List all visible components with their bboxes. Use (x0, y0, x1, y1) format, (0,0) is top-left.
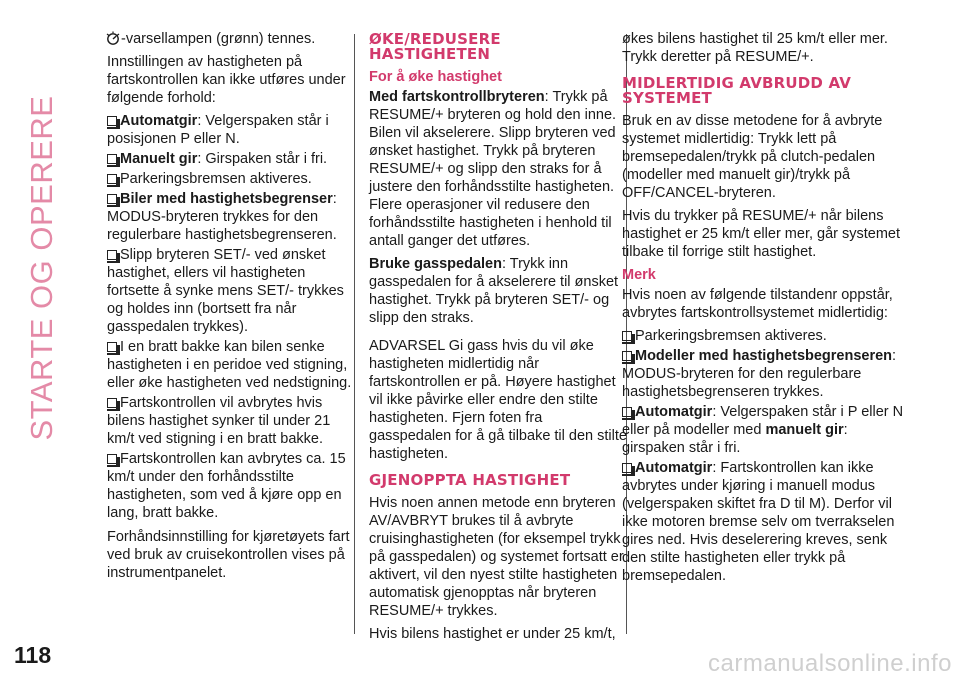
list-item: Automatgir: Fartskontrollen kan ikke avbrytes under kjøring i manuell modus (velgerspaken skiftet fra D til M). Derfor vil ikke motoren bremse selv om tverrakselen gires ned. Hvis deselerering kreves, senk den stilte hastigheten eller trykk på bremsepedalen. (622, 460, 895, 584)
bullet-icon (622, 331, 632, 341)
outro-paragraph: Forhåndsinnstilling for kjøretøyets fart ved bruk av cruisekontrollen vises på instrumentpanelet. (107, 529, 350, 581)
page-number: 118 (14, 642, 52, 668)
list-item: Slipp bryteren SET/- ved ønsket hastighet, ellers vil hastigheten fortsette å synke mens SET/- trykkes og holdes inn (bortsett fra når gasspedalen trykkes). (107, 247, 344, 335)
paragraph: Hvis noen av følgende tilstandenr oppstår, avbrytes fartskontrollsystemet midlertidig: (622, 287, 893, 321)
bullet-icon (107, 194, 117, 204)
column-2 (369, 30, 627, 648)
lamp-line: -varsellampen (grønn) tennes. (121, 31, 316, 47)
paragraph: Hvis du trykker på RESUME/+ når bilens hastighet er 25 km/t eller mer, går systemet tilbake til forrige stilt hastighet. (622, 208, 901, 260)
paragraph: Bruk en av disse metodene for å avbryte systemet midlertidig: Trykk lett på bremsepedalen/trykk på clutch-pedalen (modeller med manuelt gir)/trykk på OFF/CANCEL-bryteren. (622, 113, 883, 201)
subheading: For å øke hastighet (369, 69, 502, 85)
watermark: carmanualsonline.info (708, 650, 952, 677)
list-item: Automatgir: Velgerspaken står i posisjonen P eller N. (107, 113, 329, 147)
list-item: Biler med hastighetsbegrenser: MODUS-bryteren trykkes for den regulerbare hastighetsbegrenseren. (107, 191, 337, 243)
bullet-icon (622, 351, 632, 361)
cruise-control-lamp-icon (105, 31, 121, 45)
warning-paragraph: ADVARSEL Gi gass hvis du vil øke hastigheten midlertidig når fartskontrollen er på. Høyere hastighet vil ikke påvirke eller endre den stilte hastigheten. Fjern foten fra gasspedalen for å gå tilbake til den stilte hastigheten. (369, 338, 627, 462)
list-item: Parkeringsbremsen aktiveres. (622, 327, 912, 345)
section-heading: ØKE/REDUSERE HASTIGHETEN (369, 30, 501, 63)
list-item: Fartskontrollen vil avbrytes hvis bilens hastighet synker til under 21 km/t ved stigning i en bratt bakke. (107, 395, 331, 447)
bullet-icon (622, 463, 632, 473)
paragraph: Hvis bilens hastighet er under 25 km/t, (369, 626, 616, 642)
paragraph: Bruke gasspedalen: Trykk inn gasspedalen for å akselerere til ønsket hastighet. Trykk på bryteren SET/- og slipp den straks. (369, 256, 619, 326)
bullet-icon (107, 174, 117, 184)
list-item: Fartskontrollen kan avbrytes ca. 15 km/t under den forhåndsstilte hastigheten, som ved å kjøre opp en lang, bratt bakke. (107, 451, 346, 521)
list-item: I en bratt bakke kan bilen senke hastigheten i en peridoe ved stigning, eller øke hastigheten ved nedstigning. (107, 339, 352, 391)
bullet-icon (107, 454, 117, 464)
bullet-icon (107, 342, 117, 352)
list-item: Parkeringsbremsen aktiveres. (107, 170, 355, 188)
column-1 (107, 30, 355, 587)
list-item: Manuelt gir: Girspaken står i fri. (107, 150, 355, 168)
bullet-icon (107, 250, 117, 260)
paragraph: Hvis noen annen metode enn bryteren AV/AVBRYT brukes til å avbryte cruisinghastigheten (for eksempel trykk på gasspedalen) og systemet fortsatt er aktivert, vil den nyest stilte hastigheten automatisk gjenopptas når bryteren RESUME/+ trykkes. (369, 495, 624, 619)
section-heading: MIDLERTIDIG AVBRUDD AV SYSTEMET (622, 74, 852, 107)
bullet-icon (107, 154, 117, 164)
subheading: Merk (622, 267, 656, 283)
lamp-paragraph (107, 30, 355, 48)
section-heading: GJENOPPTA HASTIGHET (369, 471, 571, 489)
bullet-icon (622, 407, 632, 417)
bullet-icon (107, 116, 117, 126)
bullet-icon (107, 398, 117, 408)
intro-paragraph: Innstillingen av hastigheten på fartskontrollen kan ikke utføres under følgende forhold: (107, 54, 346, 106)
section-side-label: STARTE OG OPERERE (24, 95, 59, 441)
column-3 (622, 30, 912, 587)
paragraph: Med fartskontrollbryteren: Trykk på RESUME/+ bryteren og hold den inne. Bilen vil akselerere. Slipp bryteren ved ønsket hastighet. Trykk på bryteren RESUME/+ og slipp den straks for å justere den forhåndsstilte hastigheten. Flere operasjoner vil redusere den forhåndsstilte hastigheten i henhold til antall ganger det utføres. (369, 89, 617, 249)
list-item: Automatgir: Velgerspaken står i P eller N eller på modeller med manuelt gir: girspaken står i fri. (622, 404, 904, 456)
paragraph: økes bilens hastighet til 25 km/t eller mer. Trykk deretter på RESUME/+. (622, 31, 888, 65)
list-item: Modeller med hastighetsbegrenseren: MODUS-bryteren for den regulerbare hastighetsbegrenseren trykkes. (622, 348, 897, 400)
